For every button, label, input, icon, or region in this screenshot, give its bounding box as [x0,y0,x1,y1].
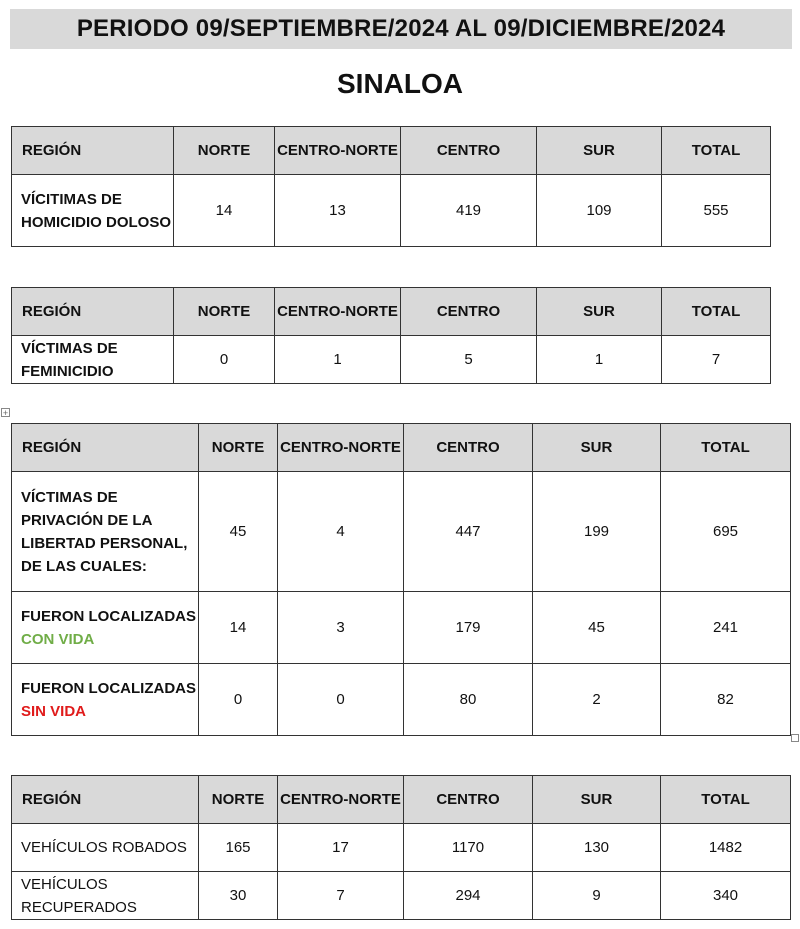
value-total: 82 [661,664,791,736]
value-centro-norte: 4 [278,472,404,592]
row-label: VEHÍCULOS ROBADOS [12,824,199,872]
value-centro-norte: 17 [278,824,404,872]
value-norte: 30 [199,872,278,920]
value-centro-norte: 1 [275,336,401,384]
value-sur: 1 [537,336,662,384]
table-header-row [12,288,771,336]
table-move-handle-icon[interactable]: + [2,408,9,418]
value-sur: 199 [533,472,661,592]
header-centro: CENTRO [401,288,537,336]
table-row [12,592,791,664]
table-header-row [12,776,791,824]
value-total: 555 [662,175,771,247]
header-centro: CENTRO [404,424,533,472]
row-label [12,592,199,664]
header-norte: NORTE [174,288,275,336]
value-centro: 80 [404,664,533,736]
row-label [12,664,199,736]
value-centro-norte: 0 [278,664,404,736]
table-row [12,472,791,592]
row-label: VÍCTIMAS DE FEMINICIDIO [12,336,174,384]
header-centro-norte: CENTRO-NORTE [275,127,401,175]
value-sur: 45 [533,592,661,664]
row-label: VÍCTIMAS DE PRIVACIÓN DE LA LIBERTAD PERSONAL, DE LAS CUALES: [12,472,199,592]
table-header-row [12,424,791,472]
header-centro: CENTRO [401,127,537,175]
value-norte: 14 [199,592,278,664]
value-sur: 9 [533,872,661,920]
value-total: 241 [661,592,791,664]
table-row [12,872,791,920]
header-sur: SUR [533,424,661,472]
header-norte: NORTE [199,776,278,824]
header-total: TOTAL [662,288,771,336]
value-norte: 165 [199,824,278,872]
con-vida-highlight: CON VIDA [21,630,95,648]
header-norte: NORTE [199,424,278,472]
value-centro: 5 [401,336,537,384]
period-banner [10,9,792,49]
header-region: REGIÓN [12,776,199,824]
value-sur: 109 [537,175,662,247]
row-label-prefix: FUERON LOCALIZADAS [21,607,196,625]
table-row [12,336,771,384]
state-title: SINALOA [337,68,463,99]
header-norte: NORTE [174,127,275,175]
value-norte: 0 [199,664,278,736]
header-total: TOTAL [662,127,771,175]
homicidio-table [11,126,771,247]
value-sur: 130 [533,824,661,872]
table-row [12,664,791,736]
value-centro-norte: 13 [275,175,401,247]
value-total: 695 [661,472,791,592]
header-total: TOTAL [661,776,791,824]
value-total: 340 [661,872,791,920]
vehiculos-table [11,775,791,920]
sin-vida-highlight: SIN VIDA [21,702,87,720]
period-title: PERIODO 09/SEPTIEMBRE/2024 AL 09/DICIEMBRE/2024 [76,15,726,42]
value-norte: 14 [174,175,275,247]
feminicidio-table [11,287,771,384]
value-norte: 0 [174,336,275,384]
value-centro-norte: 7 [278,872,404,920]
value-norte: 45 [199,472,278,592]
header-region: REGIÓN [12,127,174,175]
table-resize-handle[interactable] [791,734,799,742]
header-centro-norte: CENTRO-NORTE [275,288,401,336]
value-centro: 179 [404,592,533,664]
header-sur: SUR [533,776,661,824]
table-row [12,824,791,872]
header-centro-norte: CENTRO-NORTE [278,424,404,472]
table-row [12,175,771,247]
row-label: VEHÍCULOS RECUPERADOS [12,872,199,920]
header-centro-norte: CENTRO-NORTE [278,776,404,824]
header-region: REGIÓN [12,424,199,472]
value-centro: 419 [401,175,537,247]
header-total: TOTAL [661,424,791,472]
header-region: REGIÓN [12,288,174,336]
header-centro: CENTRO [404,776,533,824]
header-sur: SUR [537,127,662,175]
row-label: VÍCITIMAS DE HOMICIDIO DOLOSO [12,175,174,247]
value-centro: 447 [404,472,533,592]
value-sur: 2 [533,664,661,736]
value-centro-norte: 3 [278,592,404,664]
value-centro: 1170 [404,824,533,872]
privacion-table [11,423,791,736]
table-header-row [12,127,771,175]
value-total: 1482 [661,824,791,872]
value-total: 7 [662,336,771,384]
header-sur: SUR [537,288,662,336]
value-centro: 294 [404,872,533,920]
row-label-prefix: FUERON LOCALIZADAS [21,679,196,697]
